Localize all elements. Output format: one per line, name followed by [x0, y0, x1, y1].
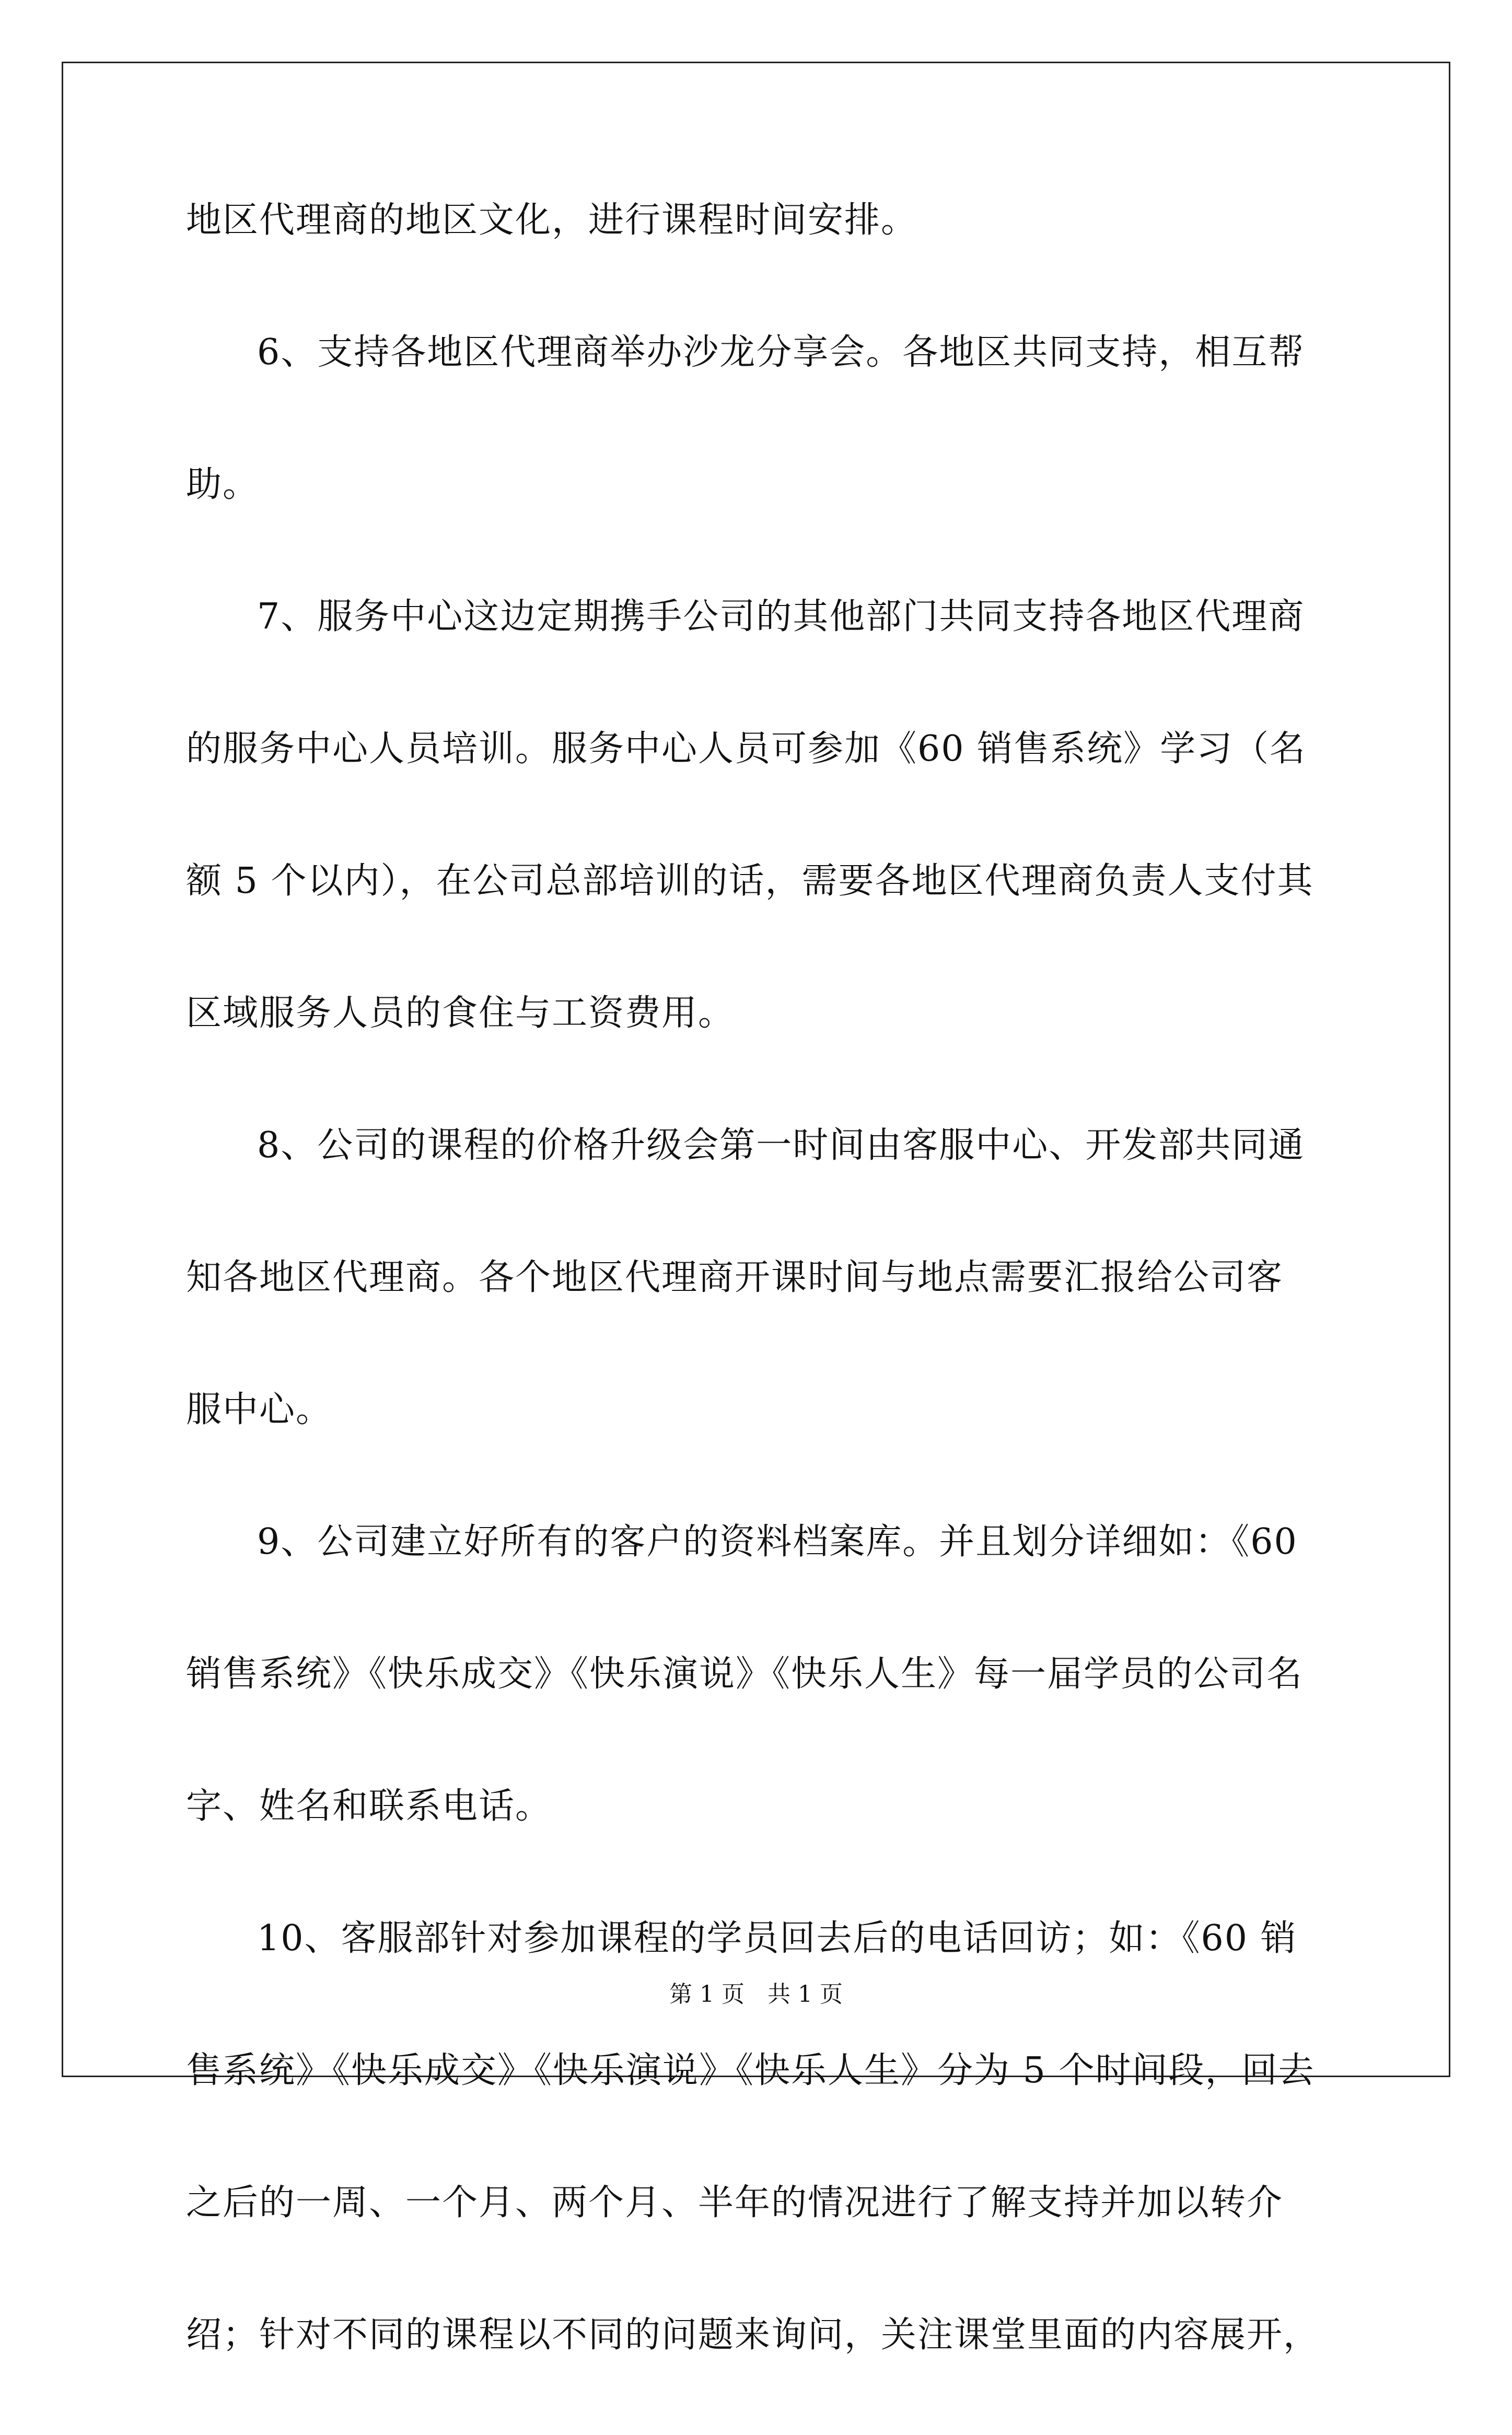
text-line: 销售系统》《快乐成交》《快乐演说》《快乐人生》每一届学员的公司名 [186, 1653, 1304, 1695]
text-line: 知各地区代理商。各个地区代理商开课时间与地点需要汇报给公司客 [186, 1257, 1284, 1298]
text-line: 6、支持各地区代理商举办沙龙分享会。各地区共同支持，相互帮 [257, 332, 1305, 373]
text-line: 9、公司建立好所有的客户的资料档案库。并且划分详细如：《60 [257, 1521, 1298, 1563]
text-line: 助。 [186, 464, 260, 505]
text-line: 绍；针对不同的课程以不同的问题来询问，关注课堂里面的内容展开， [186, 2314, 1320, 2356]
text-line: 售系统》《快乐成交》《快乐演说》《快乐人生》分为 5 个时间段，回去 [186, 2050, 1315, 2091]
text-line: 之后的一周、一个月、两个月、半年的情况进行了解支持并加以转介 [186, 2182, 1284, 2223]
text-line: 服中心。 [186, 1389, 333, 1430]
text-line: 7、服务中心这边定期携手公司的其他部门共同支持各地区代理商 [257, 596, 1305, 637]
page-footer: 第 1 页 共 1 页 [669, 1981, 843, 2008]
text-line: 10、客服部针对参加课程的学员回去后的电话回访；如：《60 销 [257, 1918, 1297, 1959]
document-body [186, 188, 1335, 2435]
text-line: 区域服务人员的食住与工资费用。 [186, 993, 735, 1034]
text-line: 的服务中心人员培训。服务中心人员可参加《60 销售系统》学习（名 [186, 728, 1307, 770]
text-line: 地区代理商的地区文化，进行课程时间安排。 [186, 200, 918, 241]
text-line: 额 5 个以内），在公司总部培训的话，需要各地区代理商负责人支付其 [186, 860, 1314, 902]
text-line: 字、姓名和联系电话。 [186, 1786, 552, 1827]
text-line: 8、公司的课程的价格升级会第一时间由客服中心、开发部共同通 [257, 1125, 1305, 1166]
